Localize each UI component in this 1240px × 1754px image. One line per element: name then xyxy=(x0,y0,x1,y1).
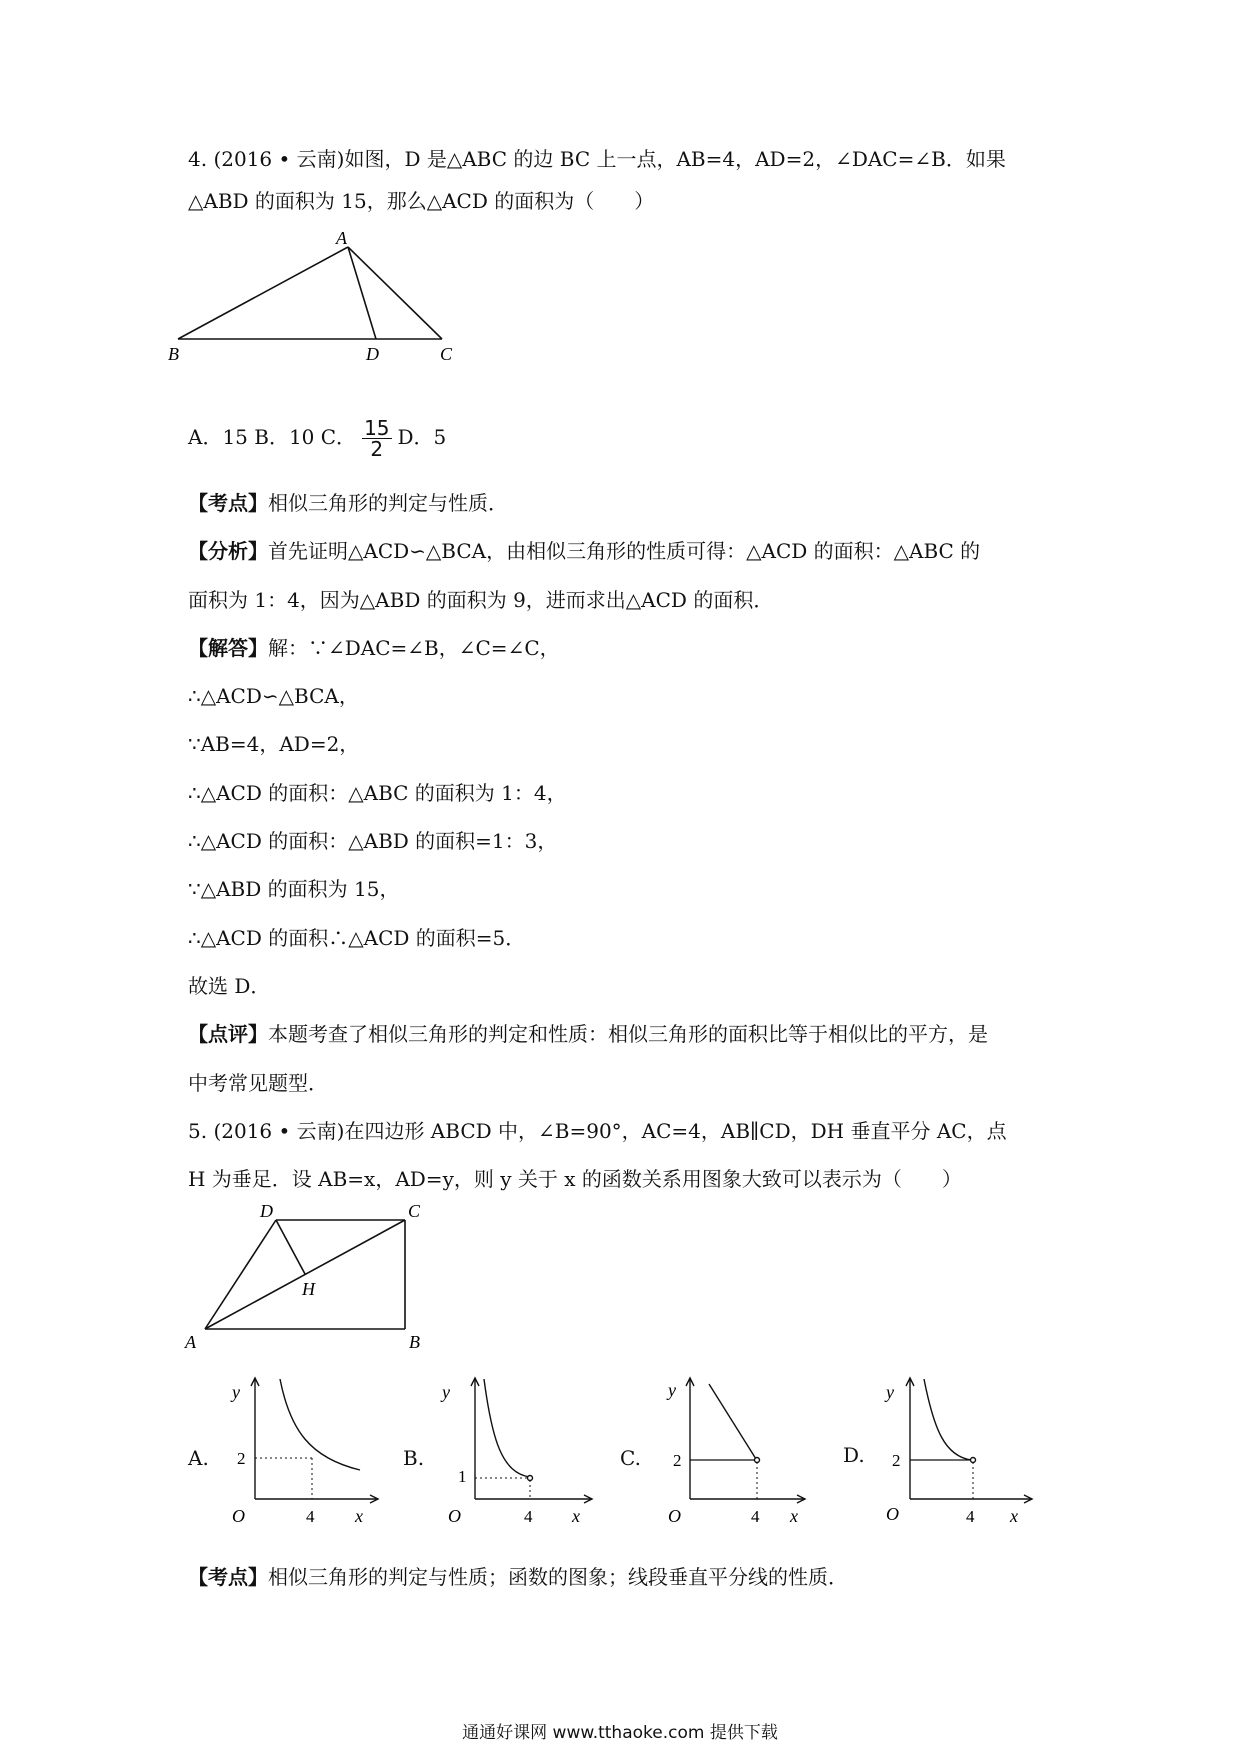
graph-a-x-axis: x xyxy=(355,1506,363,1526)
q4-label-c: C xyxy=(440,344,453,364)
fraction-numerator: 15 xyxy=(364,416,390,440)
q5-label-d: D xyxy=(260,1205,273,1221)
graph-d-origin: O xyxy=(886,1504,899,1524)
q5-option-b-label: B. xyxy=(403,1446,425,1470)
q4-jieda-1 xyxy=(188,634,560,662)
q5-graph-d xyxy=(860,1370,1040,1530)
graph-b-x-tick: 4 xyxy=(524,1507,533,1526)
q5-label-h: H xyxy=(302,1279,315,1299)
q4-step: ∴△ACD 的面积∴△ACD 的面积=5． xyxy=(188,926,526,950)
kaodian-text: 相似三角形的判定与性质． xyxy=(268,491,508,515)
graph-a-origin: O xyxy=(232,1506,245,1526)
graph-a-y-tick: 2 xyxy=(237,1449,246,1468)
q4-stem-line1: 4. (2016 • 云南)如图，D 是△ABC 的边 BC 上一点，AB=4，AD=2，∠DAC=∠B．如果 xyxy=(188,147,1006,171)
graph-d-y-tick: 2 xyxy=(892,1451,901,1470)
q4-options-ab: A．15 B．10 C． xyxy=(188,425,357,449)
fraction-denominator: 2 xyxy=(370,437,384,461)
q4-option-c-fraction xyxy=(362,418,391,459)
q4-step: ∴△ACD 的面积：△ABC 的面积为 1：4， xyxy=(188,781,567,805)
q5-kaodian xyxy=(188,1563,848,1591)
q4-step: ∴△ACD∽△BCA， xyxy=(188,684,359,708)
q4-conclusion: 故选 D． xyxy=(188,974,271,998)
q4-option-d: D．5 xyxy=(397,425,447,449)
q4-label-a: A xyxy=(336,228,347,248)
graph-d-y-axis: y xyxy=(886,1382,894,1402)
graph-b-origin: O xyxy=(448,1506,461,1526)
dianping-text-1: 本题考查了相似三角形的判定和性质：相似三角形的面积比等于相似比的平方，是 xyxy=(268,1022,988,1046)
graph-c-y-tick: 2 xyxy=(673,1451,682,1470)
graph-b-y-axis: y xyxy=(442,1382,450,1402)
kaodian-label: 【考点】 xyxy=(188,1565,268,1589)
fenxi-text-1: 首先证明△ACD∽△BCA，由相似三角形的性质可得：△ACD 的面积：△ABC 的 xyxy=(268,539,981,563)
q4-fenxi-1 xyxy=(188,537,980,565)
jieda-label: 【解答】 xyxy=(188,636,268,660)
graph-c-y-axis: y xyxy=(668,1380,676,1400)
q4-stem-line2: △ABD 的面积为 15，那么△ACD 的面积为（ ） xyxy=(188,189,655,213)
kaodian-label: 【考点】 xyxy=(188,491,268,515)
q4-dianping-2: 中考常见题型． xyxy=(188,1071,328,1095)
q4-label-b: B xyxy=(168,344,179,364)
q4-kaodian xyxy=(188,489,508,517)
q5-quadrilateral-figure xyxy=(180,1205,440,1355)
q5-label-c: C xyxy=(408,1205,421,1221)
q5-option-a-label: A. xyxy=(188,1446,209,1470)
q4-options xyxy=(188,418,446,459)
graph-d-x-axis: x xyxy=(1010,1506,1018,1526)
q5-option-c-label: C. xyxy=(620,1446,641,1470)
q5-graph-b xyxy=(420,1370,600,1530)
jieda-text-1: 解：∵∠DAC=∠B，∠C=∠C， xyxy=(268,636,560,660)
fenxi-label: 【分析】 xyxy=(188,539,268,563)
graph-d-x-tick: 4 xyxy=(966,1507,975,1526)
q4-label-d: D xyxy=(366,344,379,364)
q5-option-d-label: D. xyxy=(843,1443,865,1467)
graph-c-x-axis: x xyxy=(790,1506,798,1526)
dianping-label: 【点评】 xyxy=(188,1022,268,1046)
graph-c-x-tick: 4 xyxy=(751,1507,760,1526)
q4-triangle-figure xyxy=(160,220,520,370)
page-footer: 通通好课网 www.tthaoke.com 提供下载 xyxy=(462,1723,778,1743)
q5-label-b: B xyxy=(409,1332,420,1352)
graph-a-y-axis: y xyxy=(232,1382,240,1402)
q4-dianping-1 xyxy=(188,1020,988,1048)
graph-c-origin: O xyxy=(668,1506,681,1526)
q4-step: ∵△ABD 的面积为 15， xyxy=(188,877,400,901)
q5-graph-c xyxy=(640,1370,820,1530)
graph-b-y-tick: 1 xyxy=(458,1467,467,1486)
q5-stem-line1: 5. (2016 • 云南)在四边形 ABCD 中，∠B=90°，AC=4，AB∥CD，DH 垂直平分 AC，点 xyxy=(188,1119,1007,1143)
q4-fenxi-2: 面积为 1：4，因为△ABD 的面积为 9，进而求出△ACD 的面积． xyxy=(188,588,774,612)
q5-label-a: A xyxy=(185,1332,196,1352)
q5-graph-a xyxy=(200,1370,380,1530)
q4-step: ∵AB=4，AD=2， xyxy=(188,732,360,756)
q4-step: ∴△ACD 的面积：△ABD 的面积=1：3， xyxy=(188,829,558,853)
graph-b-x-axis: x xyxy=(572,1506,580,1526)
q5-stem-line2: H 为垂足．设 AB=x，AD=y，则 y 关于 x 的函数关系用图象大致可以表示为（ ） xyxy=(188,1167,962,1191)
graph-a-x-tick: 4 xyxy=(306,1507,315,1526)
kaodian-text: 相似三角形的判定与性质；函数的图象；线段垂直平分线的性质． xyxy=(268,1565,848,1589)
